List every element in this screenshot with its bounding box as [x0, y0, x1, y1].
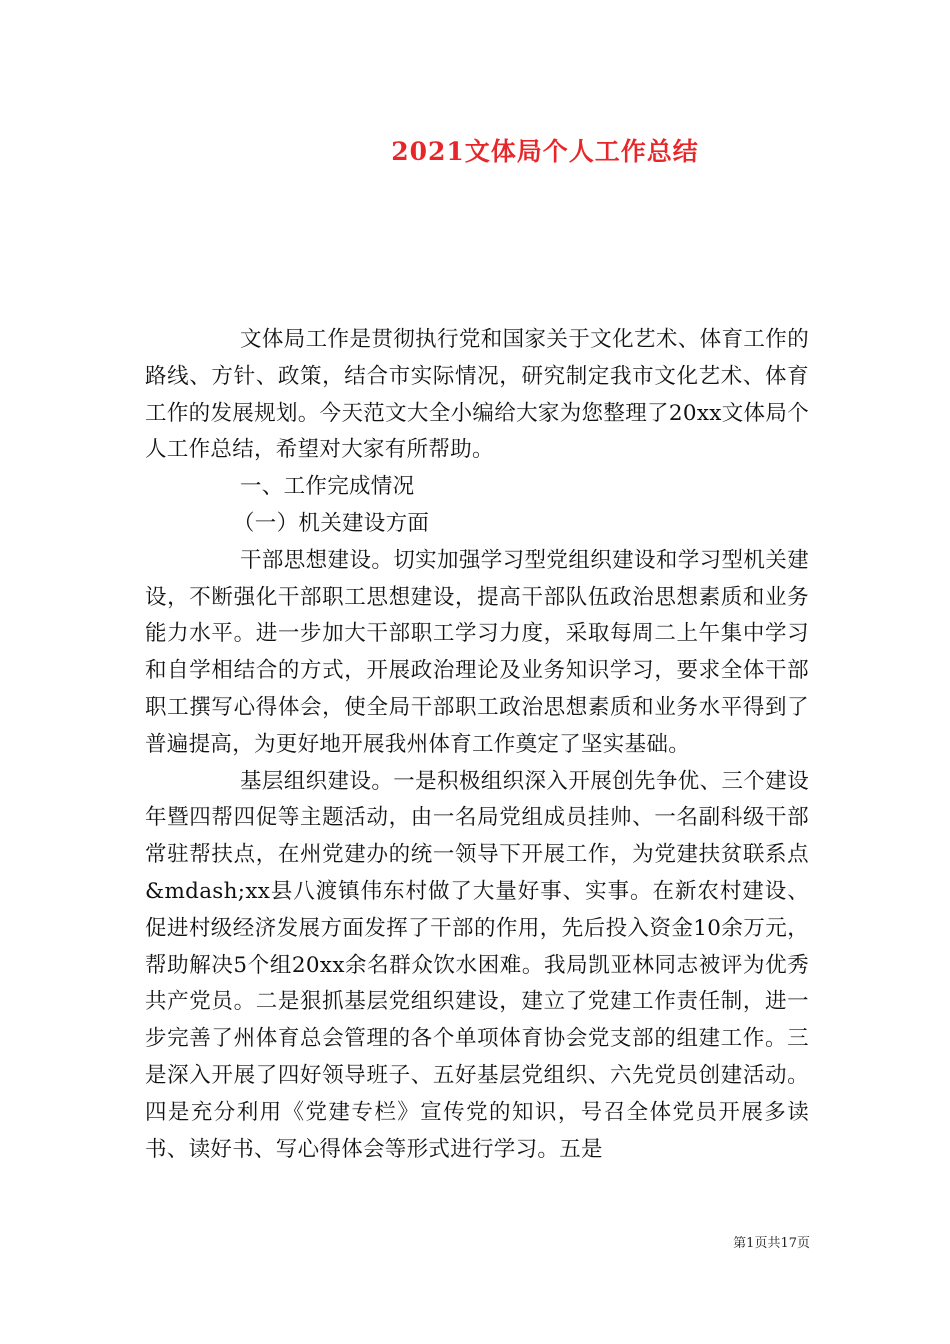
intro-paragraph: 文体局工作是贯彻执行党和国家关于文化艺术、体育工作的路线、方针、政策，结合市实际情况，研究制定我市文化艺术、体育工作的发展规划。今天范文大全小编给大家为您整理了20xx文体局个人工作总结，希望对大家有所帮助。 — [145, 327, 809, 463]
body-paragraph: 基层组织建设。一是积极组织深入开展创先争优、三个建设年暨四帮四促等主题活动，由一名局党组成员挂帅、一名副科级干部常驻帮扶点，在州党建办的统一领导下开展工作，为党建扶贫联系点&mdash;xx县八渡镇伟东村做了大量好事、实事。在新农村建设、促进村级经济发展方面发挥了干部的作用，先后投入资金10余万元，帮助解决5个组20xx余名群众饮水困难。我局凯亚林同志被评为优秀共产党员。二是狠抓基层党组织建设，建立了党建工作责任制，进一步完善了州体育总会管理的各个单项体育协会党支部的组建工作。三是深入开展了四好领导班子、五好基层党组织、六先党员创建活动。四是充分利用《党建专栏》宣传党的知识，号召全体党员开展多读书、读好书、写心得体会等形式进行学习。五是 — [145, 768, 809, 1162]
page-number: 第1页共17页 — [733, 1236, 810, 1251]
body-paragraph: 干部思想建设。切实加强学习型党组织建设和学习型机关建设，不断强化干部职工思想建设，提高干部队伍政治思想素质和业务能力水平。进一步加大干部职工学习力度，采取每周二上午集中学习和自学相结合的方式，开展政治理论及业务知识学习，要求全体干部职工撰写心得体会，使全局干部职工政治思想素质和业务水平得到了普遍提高，为更好地开展我州体育工作奠定了坚实基础。 — [145, 547, 809, 757]
subsection-heading: （一）机关建设方面 — [233, 510, 430, 536]
document-body — [145, 322, 809, 1168]
section-heading: 一、工作完成情况 — [240, 474, 415, 500]
document-title: 2021文体局个人工作总结 — [391, 137, 699, 166]
